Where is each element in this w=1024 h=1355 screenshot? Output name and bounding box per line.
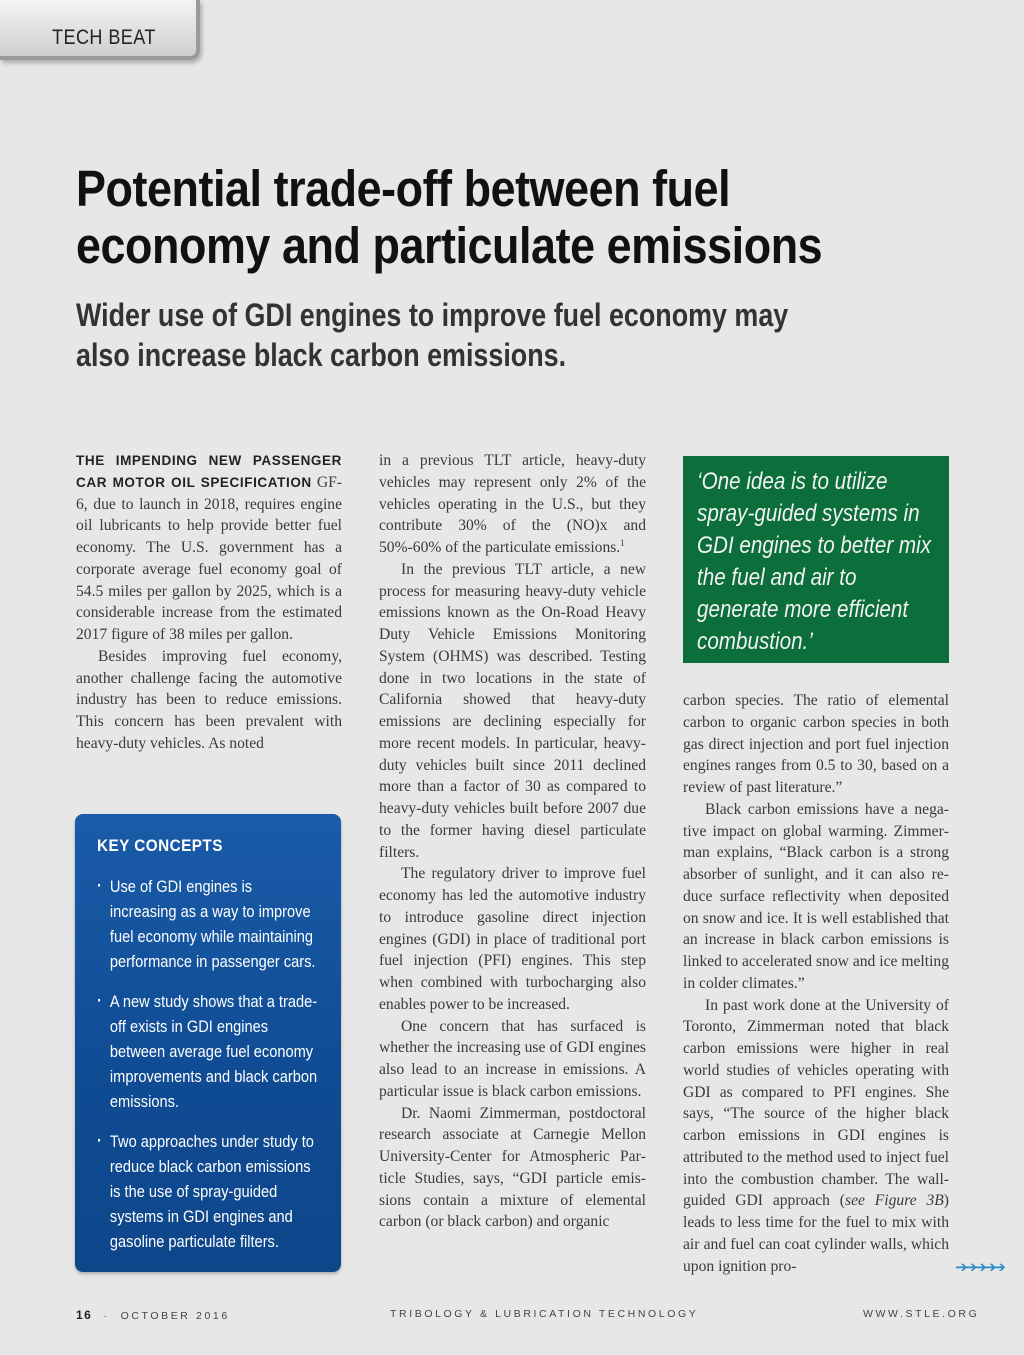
paragraph <box>76 450 342 646</box>
page-number: 16 <box>76 1308 93 1322</box>
website: WWW.STLE.ORG <box>863 1308 980 1320</box>
continue-arrows-icon: ➔➔➔➔➔ <box>955 1258 1003 1276</box>
subheadline: Wider use of GDI engines to improve fuel economy may also increase black carbon emissions. <box>76 297 789 373</box>
paragraph: The regulatory driver to improve fuel economy has led the automotive industry to introduce gasoline direct injection engines (GDI) in place of traditional port fuel injection (PFI) engines. This step when combined with turbocharging also enables power to be increased. <box>379 865 646 1013</box>
paragraph-text: In past work done at the University of Toronto, Zimmerman noted that black carbon emissions were higher in real world studies of vehicles operating with GDI as compared to PFI engines. She says, “The source of the higher black carbon emissions in GDI engines is attributed to the method used to inject fuel into the combustion chamber. The wall-guided GDI approach ( <box>683 996 949 1210</box>
column-3 <box>683 690 949 1277</box>
figure-reference: see Figure 3B <box>845 1192 944 1210</box>
column-2 <box>379 450 646 1233</box>
paragraph: Besides improving fuel economy, another challenge facing the automotive industry has been to reduce emissions. This concern has been prevalent with heavy-duty vehicles. As noted <box>76 647 342 752</box>
paragraph: Dr. Naomi Zimmerman, postdoctoral research associate at Carnegie Mellon University-Center for Atmospheric Particle Studies, says, “GDI particle emissions contain a mixture of elemental carbon (or black carbon) and organic <box>379 1104 646 1231</box>
paragraph: In the previous TLT article, a new process for measuring heavy-duty vehicle emissions known as the On-Road Heavy Duty Vehicle Emissions Monitoring System (OHMS) was described. Testing done in two locations in the state of California showed that heavy-duty emissions are declining especially for more recent models. In particular, heavy-duty vehicles built since 2011 declined more than a factor of 30 as compared to heavy-duty vehicles built before 2007 due to the former having diesel particulate filters. <box>379 560 646 861</box>
footnote-ref: 1 <box>620 537 625 548</box>
paragraph-text: ) leads to less time for the fuel to mix with air and fuel can coat cylinder walls, which upon ignition pro- <box>683 1192 949 1275</box>
paragraph <box>683 995 949 1278</box>
paragraph: One concern that has surfaced is whether the increasing use of GDI engines also lead to an increase in emissions. A particular issue is black carbon emissions. <box>379 1017 646 1100</box>
paragraph: Black carbon emissions have a negative impact on global warming. Zimmerman explains, “Black carbon is a strong absorber of sunlight, and it can also reduce surface reflectivity when deposited on snow and ice. It is well established that an increase in black carbon emissions is linked to accelerated snow and ice melting in colder climates.” <box>683 800 949 992</box>
column-1 <box>76 450 342 755</box>
key-concepts-list <box>97 874 325 1254</box>
paragraph-text: in a previous TLT article, heavy-duty vehicles may represent only 2% of the vehicles operating in the U.S., but they contribute 30% of the (NO)x and 50%-60% of the particulate emissions. <box>379 452 646 556</box>
headline: Potential trade-off between fuel economy and particulate emissions <box>76 160 823 274</box>
list-item: · Two approaches under study to reduce black carbon emissions is the use of spray-guided systems in GDI engines and gasoline particulate filters. <box>97 1129 321 1254</box>
key-concepts-box <box>75 814 341 1272</box>
paragraph <box>379 450 646 559</box>
publication-name: TRIBOLOGY & LUBRICATION TECHNOLOGY <box>390 1308 699 1320</box>
footer-left <box>76 1308 230 1322</box>
lead-in: THE IMPENDING NEW PASSENGER CAR MOTOR OIL SPECIFICATION <box>76 453 342 490</box>
list-item: · Use of GDI engines is increasing as a way to improve fuel economy while maintaining performance in passenger cars. <box>97 874 321 974</box>
section-tab-label: TECH BEAT <box>52 26 156 49</box>
pull-quote <box>683 456 949 663</box>
paragraph: carbon species. The ratio of elemental carbon to organic carbon species in both gas direct injection and port fuel injection engines ranges from 0.5 to 30, based on a review of past literature.” <box>683 692 949 796</box>
section-tab <box>0 0 200 60</box>
pull-quote-text: ‘One idea is to utilize spray-guided systems in GDI engines to better mix the fuel and air to generate more efficient combustion.’ <box>697 468 932 655</box>
issue-date: OCTOBER 2016 <box>120 1310 230 1322</box>
footer-separator: · <box>103 1310 110 1322</box>
paragraph-text: GF-6, due to launch in 2018, requires engine oil lubricants to help provide better fuel economy. The U.S. government has a corporate average fuel economy goal of 54.5 miles per gallon by 2025, which is a considerable increase from the estimated 2017 figure of 38 miles per gallon. <box>76 473 342 643</box>
key-concepts-title: KEY CONCEPTS <box>97 836 223 855</box>
list-item: · A new study shows that a trade-off exists in GDI engines between average fuel economy improvements and black carbon emissions. <box>97 989 321 1114</box>
